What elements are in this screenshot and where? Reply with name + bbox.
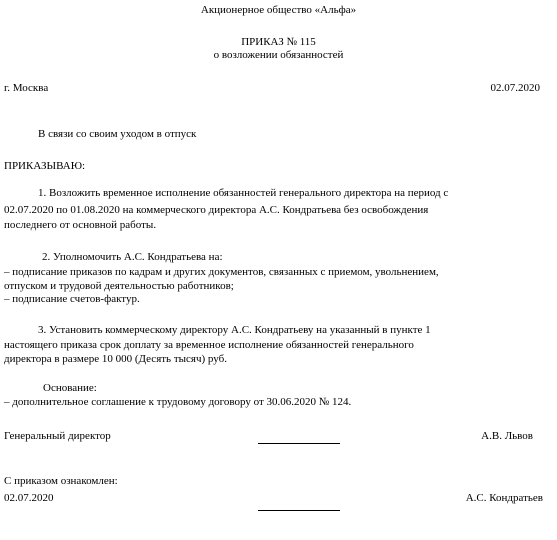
item-3-line-1: 3. Установить коммерческому директору А.С. Кондратьеву на указанный в пункте 1 xyxy=(38,324,431,336)
item-1-line-2: 02.07.2020 по 01.08.2020 на коммерческого директора А.С. Кондратьева без освобождения xyxy=(4,204,429,216)
order-number: ПРИКАЗ № 115 xyxy=(241,36,316,48)
city: г. Москва xyxy=(4,82,49,94)
company-name: Акционерное общество «Альфа» xyxy=(200,4,357,16)
order-word: ПРИКАЗЫВАЮ: xyxy=(4,160,86,172)
basis-title: Основание: xyxy=(43,382,97,394)
acknowledgement-date: 02.07.2020 xyxy=(4,492,54,504)
order-subject: о возложении обязанностей xyxy=(213,49,344,61)
signer-name: А.В. Львов xyxy=(481,430,533,442)
item-2-line-1: 2. Уполномочить А.С. Кондратьева на: xyxy=(42,251,223,263)
order-date: 02.07.2020 xyxy=(490,82,540,94)
item-3-line-2: настоящего приказа срок доплату за временное исполнение обязанностей генерального xyxy=(4,339,414,351)
basis-line-1: – дополнительное соглашение к трудовому договору от 30.06.2020 № 124. xyxy=(4,396,352,408)
acknowledgement-name: А.С. Кондратьев xyxy=(465,492,543,504)
item-1-line-1: 1. Возложить временное исполнение обязанностей генерального директора на период с xyxy=(38,187,449,199)
item-3-line-3: директора в размере 10 000 (Десять тысяч) руб. xyxy=(4,353,227,365)
order-reason: В связи со своим уходом в отпуск xyxy=(38,128,197,140)
signer-position: Генеральный директор xyxy=(4,430,111,442)
signature-line xyxy=(258,443,340,444)
item-2-line-2: – подписание приказов по кадрам и других документов, связанных с приемом, увольнением, xyxy=(4,266,439,278)
item-2-line-4: – подписание счетов-фактур. xyxy=(4,293,140,305)
acknowledgement-title: С приказом ознакомлен: xyxy=(4,475,118,487)
item-2-line-3: отпуском и трудовой деятельностью работников; xyxy=(4,280,234,292)
item-1-line-3: последнего от основной работы. xyxy=(4,219,157,231)
acknowledgement-signature-line xyxy=(258,510,340,511)
